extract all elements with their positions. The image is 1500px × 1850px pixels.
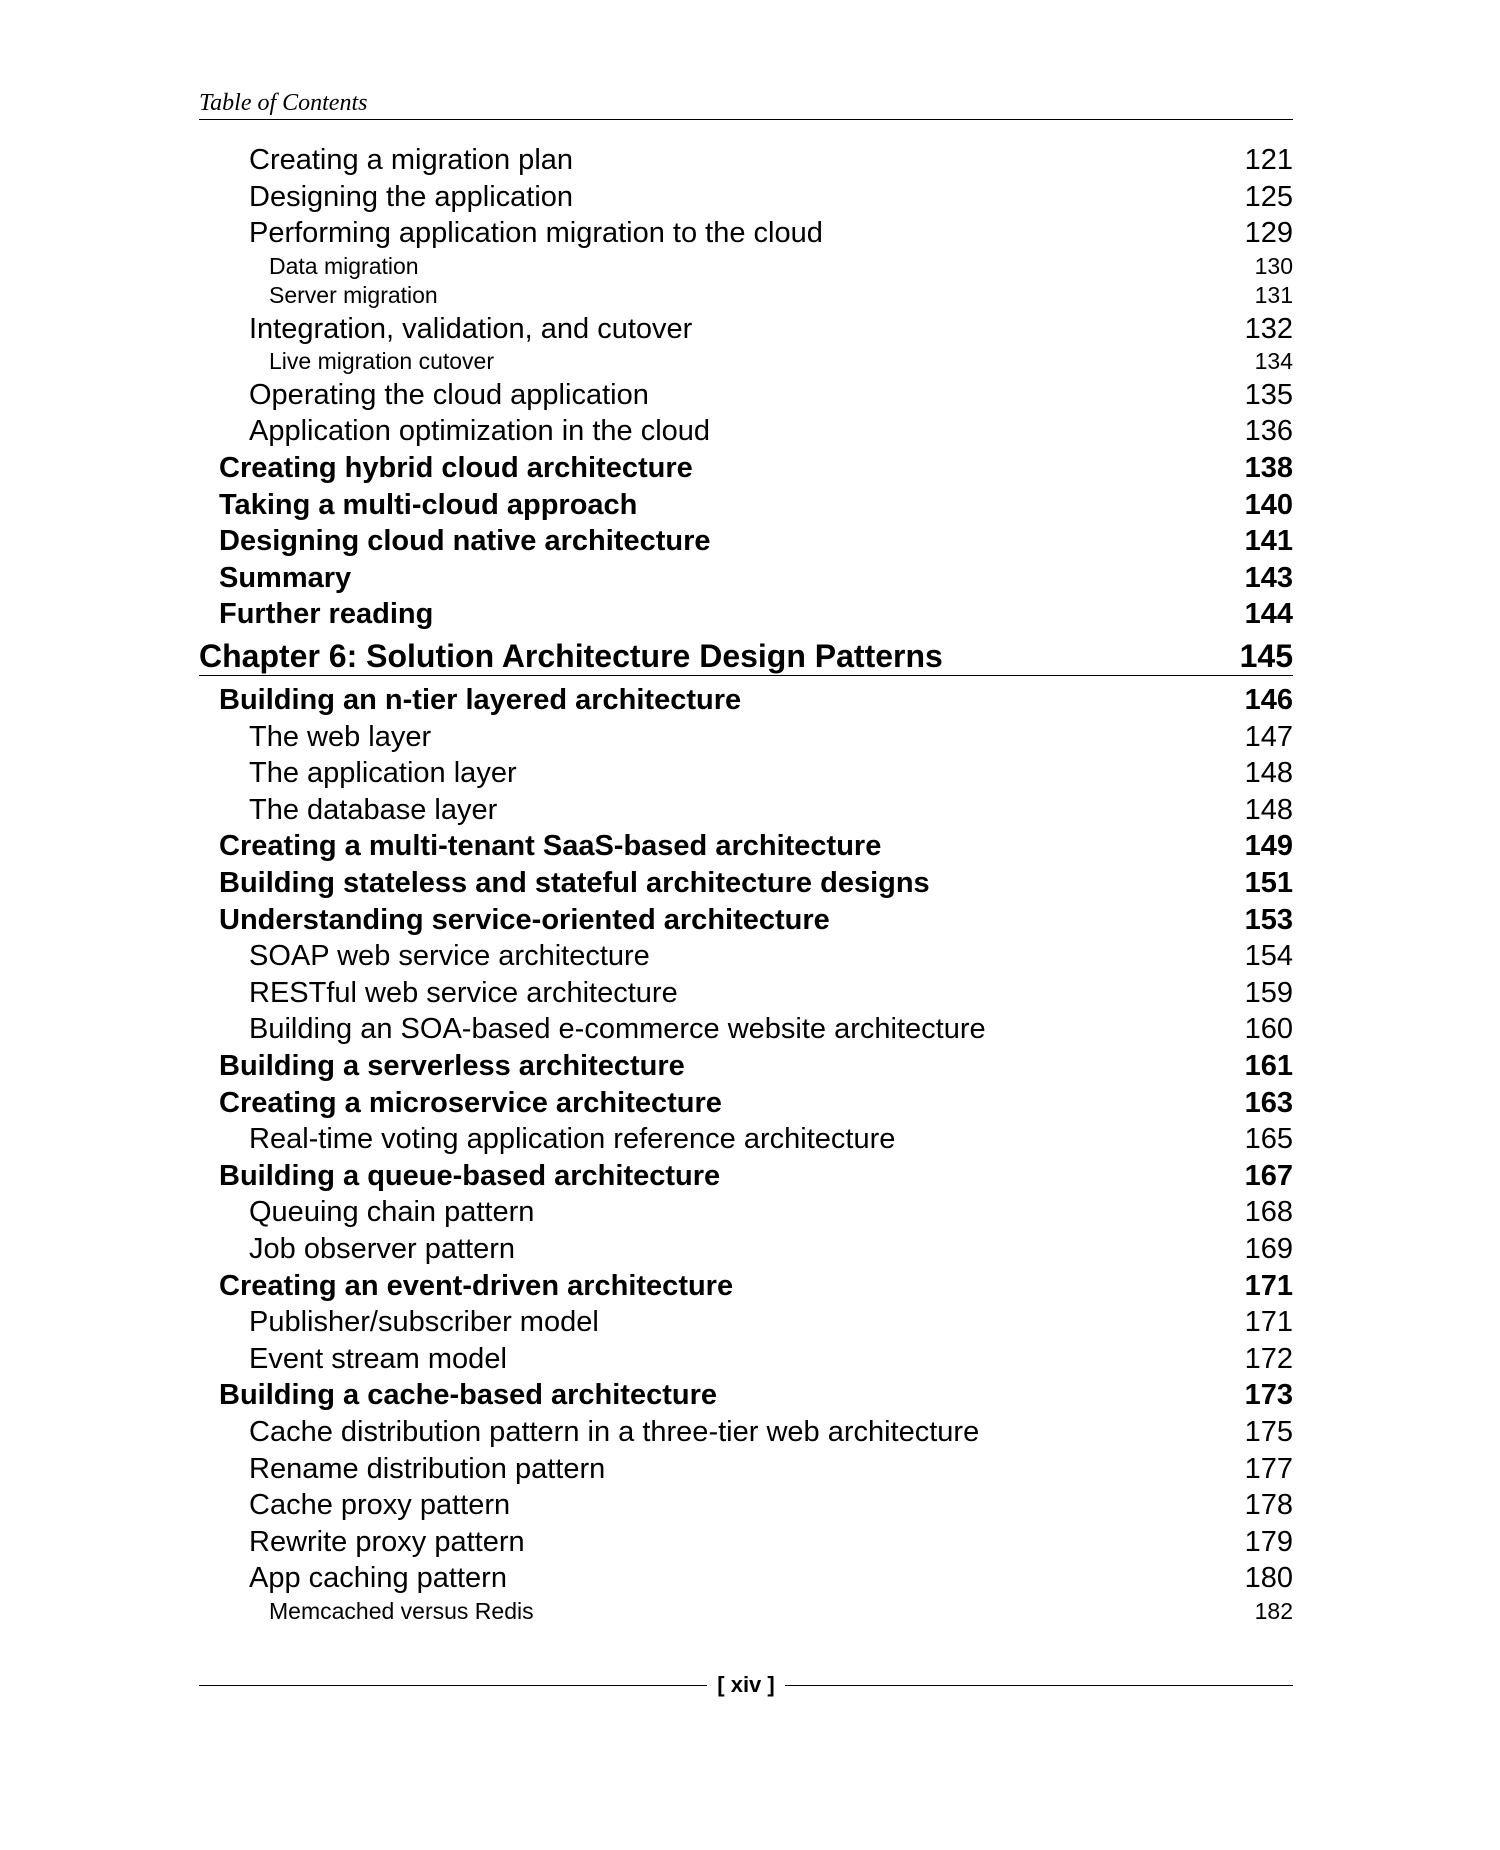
running-header-title: Table of Contents [199,90,368,116]
toc-section-title: Creating a microservice architecture [219,1086,722,1119]
toc-section-page: 141 [1244,525,1293,558]
toc-entry-title: Queuing chain pattern [249,1196,535,1229]
toc-entry-title: Job observer pattern [249,1232,515,1265]
toc-entry[interactable] [199,1487,1293,1524]
toc-entry[interactable] [199,1597,1293,1627]
toc-entry-title: The web layer [249,720,432,753]
toc-entry-page: 130 [1254,252,1293,279]
toc-section-title: Understanding service-oriented architecture [219,903,830,936]
toc-entry-page: 160 [1244,1013,1293,1046]
toc-entry-title: Performing application migration to the cloud [249,217,823,250]
toc-section-title: Creating hybrid cloud architecture [219,452,693,485]
toc-entry-title: Cache distribution pattern in a three-tier web architecture [249,1415,980,1448]
toc-entry[interactable] [199,347,1293,377]
toc-section[interactable] [199,1048,1293,1085]
toc-entry-page: 175 [1244,1415,1293,1448]
toc-entry-page: 148 [1244,757,1293,790]
toc-entry[interactable] [199,1414,1293,1451]
toc-entry-title: The application layer [249,757,517,790]
page-number: [ xiv ] [717,1672,775,1697]
toc-entry[interactable] [199,377,1293,414]
toc-section-page: 144 [1244,598,1293,631]
toc-chapter-page: 145 [1239,638,1293,675]
toc-entry[interactable] [199,215,1293,252]
toc-section[interactable] [199,1377,1293,1414]
toc-entry[interactable] [199,1011,1293,1048]
toc-entry-page: 168 [1244,1196,1293,1229]
toc-entry-page: 180 [1244,1562,1293,1595]
toc-section-page: 167 [1244,1159,1293,1192]
toc-section-title: Building stateless and stateful architecture designs [219,867,930,899]
toc-entry-page: 177 [1244,1452,1293,1485]
toc-entry-title: Event stream model [249,1342,507,1375]
footer-rule-right [785,1685,1293,1686]
toc-section-title: Building a cache-based architecture [219,1379,717,1412]
toc-entry-page: 171 [1244,1306,1293,1339]
toc-entry-title: Operating the cloud application [249,378,649,411]
toc-entry-title: Data migration [269,252,419,279]
toc-entry-page: 136 [1244,415,1293,448]
toc-entry-page: 129 [1244,217,1293,250]
toc-entry-title: Integration, validation, and cutover [249,312,693,345]
toc-entry-title: Memcached versus Redis [269,1597,534,1624]
toc-entry-title: Publisher/subscriber model [249,1306,599,1339]
toc-entry[interactable] [199,1304,1293,1341]
toc-entry-page: 131 [1254,282,1293,309]
toc-entry[interactable] [199,1341,1293,1378]
toc-section-page: 149 [1244,830,1293,863]
toc-section[interactable] [199,1268,1293,1305]
toc-section-page: 146 [1244,684,1293,717]
toc-chapter[interactable] [199,637,1293,676]
toc-section-page: 138 [1244,452,1293,485]
toc-section-title: Building a queue-based architecture [219,1159,721,1192]
toc-entry[interactable] [199,281,1293,311]
toc-entry[interactable] [199,792,1293,829]
toc-section-page: 171 [1244,1269,1293,1302]
toc-section[interactable] [199,682,1293,719]
toc-section-title: Taking a multi-cloud approach [219,488,638,521]
toc-entry-title: Designing the application [249,180,574,213]
toc-section[interactable] [199,560,1293,597]
table-of-contents [199,142,1293,1626]
toc-section[interactable] [199,523,1293,560]
toc-entry-page: 125 [1244,180,1293,213]
toc-entry-title: App caching pattern [249,1562,507,1595]
toc-section[interactable] [199,487,1293,524]
toc-entry[interactable] [199,1231,1293,1268]
toc-entry[interactable] [199,1194,1293,1231]
toc-entry-page: 148 [1244,793,1293,826]
toc-entry[interactable] [199,252,1293,282]
toc-entry[interactable] [199,1121,1293,1158]
toc-entry-title: Cache proxy pattern [249,1489,511,1522]
toc-section-page: 153 [1244,903,1293,936]
toc-entry-title: Real-time voting application reference architecture [249,1123,896,1156]
toc-entry[interactable] [199,179,1293,216]
toc-section-title: Creating a multi-tenant SaaS-based architecture [219,830,882,863]
toc-entry-page: 182 [1254,1597,1293,1624]
toc-entry-page: 165 [1244,1123,1293,1156]
toc-section[interactable] [199,1085,1293,1122]
toc-section[interactable] [199,596,1293,633]
toc-entry-page: 172 [1244,1342,1293,1375]
toc-entry-title: Application optimization in the cloud [249,415,711,448]
toc-entry-title: Server migration [269,282,438,309]
toc-entry[interactable] [199,975,1293,1012]
toc-entry-page: 132 [1244,312,1293,345]
toc-section[interactable] [199,865,1293,902]
toc-entry[interactable] [199,142,1293,179]
toc-entry-title: Building an SOA-based e-commerce website architecture [249,1013,986,1046]
toc-entry-title: Rewrite proxy pattern [249,1525,525,1558]
toc-entry-page: 154 [1244,940,1293,973]
running-header [199,87,1293,120]
toc-entry-title: RESTful web service architecture [249,976,678,1009]
toc-section-page: 163 [1244,1086,1293,1119]
footer-rule-left [199,1685,707,1686]
toc-entry[interactable] [199,1451,1293,1488]
toc-entry-page: 169 [1244,1232,1293,1265]
toc-section[interactable] [199,1158,1293,1195]
toc-section-title: Summary [219,561,352,594]
toc-chapter-title: Chapter 6: Solution Architecture Design Patterns [199,638,943,675]
toc-section-page: 161 [1244,1049,1293,1082]
toc-entry-page: 179 [1244,1525,1293,1558]
toc-entry-title: The database layer [249,793,498,826]
toc-section-title: Designing cloud native architecture [219,525,711,558]
toc-entry-title: Live migration cutover [269,348,494,375]
toc-section-page: 173 [1244,1379,1293,1412]
toc-entry[interactable] [199,719,1293,756]
toc-entry-title: Rename distribution pattern [249,1452,606,1485]
page-footer [199,1670,1293,1700]
toc-entry-title: Creating a migration plan [249,144,574,176]
toc-section[interactable] [199,902,1293,939]
toc-entry-page: 121 [1244,144,1293,176]
toc-section-title: Creating an event-driven architecture [219,1269,734,1302]
toc-entry[interactable] [199,1524,1293,1561]
toc-section[interactable] [199,828,1293,865]
toc-section-page: 140 [1244,488,1293,521]
toc-entry-page: 159 [1244,976,1293,1009]
toc-entry-page: 135 [1244,378,1293,411]
toc-entry-title: SOAP web service architecture [249,940,650,973]
toc-section-page: 151 [1244,867,1293,899]
toc-entry-page: 178 [1244,1489,1293,1522]
toc-entry[interactable] [199,755,1293,792]
toc-section-title: Building a serverless architecture [219,1049,685,1082]
toc-section-title: Building an n-tier layered architecture [219,684,742,717]
toc-section-title: Further reading [219,598,434,631]
toc-section-page: 143 [1244,561,1293,594]
toc-entry-page: 134 [1254,348,1293,375]
toc-entry[interactable] [199,311,1293,348]
toc-section[interactable] [199,450,1293,487]
toc-entry[interactable] [199,938,1293,975]
toc-entry-page: 147 [1244,720,1293,753]
toc-entry[interactable] [199,1560,1293,1597]
toc-entry[interactable] [199,413,1293,450]
